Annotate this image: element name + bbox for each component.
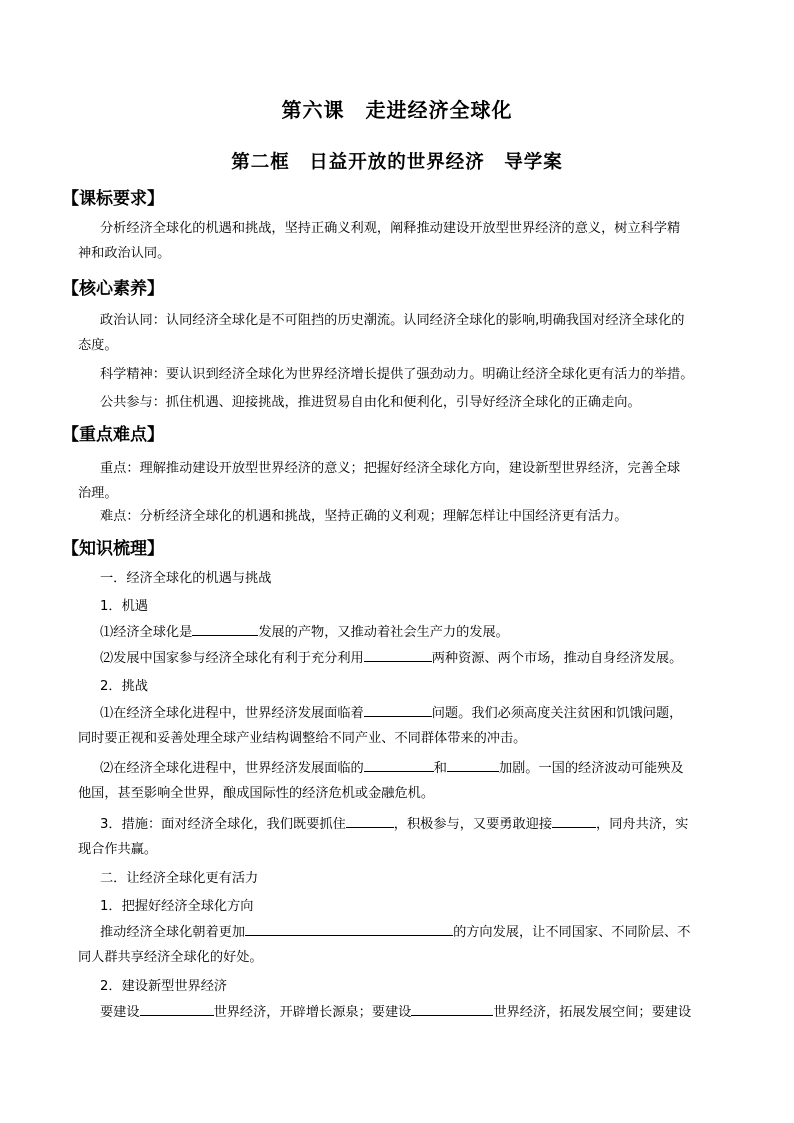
text-line: 政治认同：认同经济全球化是不可阻挡的历史潮流。认同经济全球化的影响,明确我国对经济全球化的 bbox=[100, 313, 685, 328]
text-segment: 发展的产物，又推动着社会生产力的发展。 bbox=[258, 625, 509, 640]
text-line bbox=[78, 701, 726, 726]
text-line: 他国，甚至影响全世界，酿成国际性的经济危机或金融危机。 bbox=[78, 786, 435, 801]
sub-heading-fangxiang: 1．把握好经济全球化方向 bbox=[100, 899, 254, 914]
text-line: 神和政治认同。 bbox=[78, 246, 171, 261]
sub-heading-xinxing: 2．建设新型世界经济 bbox=[100, 979, 228, 994]
lesson-subtitle: 第二框 日益开放的世界经济 导学案 bbox=[231, 152, 563, 173]
item-xinxing bbox=[100, 1000, 746, 1025]
text-line bbox=[78, 756, 726, 781]
paragraph-nandian: 难点：分析经济全球化的机遇和挑战，坚持正确的义利观；理解怎样让中国经济更有活力。 bbox=[100, 509, 628, 524]
text-segment: 世界经济，拓展发展空间；要建设 bbox=[493, 1005, 692, 1020]
item-fangxiang bbox=[78, 920, 726, 970]
item-jiyu-1 bbox=[100, 620, 746, 645]
paragraph-suyang-1 bbox=[78, 308, 726, 358]
text-line: 同人群共享经济全球化的好处。 bbox=[78, 950, 263, 965]
fill-blank[interactable] bbox=[192, 621, 258, 636]
fill-blank[interactable] bbox=[346, 813, 394, 828]
text-segment: 要建设 bbox=[100, 1005, 140, 1020]
text-line: 现合作共赢。 bbox=[78, 842, 158, 857]
lesson-title: 第六课 走进经济全球化 bbox=[281, 98, 513, 122]
section-heading-zhishi: 【知识梳理】 bbox=[62, 539, 164, 559]
sub-heading-tiaozhan: 2．挑战 bbox=[100, 679, 148, 694]
text-segment: ⑵在经济全球化进程中，世界经济发展面临的 bbox=[100, 761, 364, 776]
text-segment: 的方向发展，让不同国家、不同阶层、不 bbox=[453, 925, 691, 940]
paragraph-zhongdian-1 bbox=[78, 456, 726, 506]
section-heading-zhongdian: 【重点难点】 bbox=[62, 425, 164, 445]
section-heading-suyang: 【核心素养】 bbox=[62, 279, 164, 299]
fill-blank[interactable] bbox=[552, 813, 596, 828]
text-line: 同时要正视和妥善处理全球产业结构调整给不同产业、不同群体带来的冲击。 bbox=[78, 731, 527, 746]
sub-heading-jiyu: 1．机遇 bbox=[100, 599, 148, 614]
text-segment: 和 bbox=[433, 761, 447, 776]
item-cuoshi bbox=[78, 812, 726, 862]
text-segment: 世界经济，开辟增长源泉；要建设 bbox=[213, 1005, 412, 1020]
fill-blank[interactable] bbox=[447, 757, 499, 772]
fill-blank[interactable] bbox=[364, 647, 432, 662]
text-line: 分析经济全球化的机遇和挑战，坚持正确义利观，阐释推动建设开放型世界经济的意义，树立科学精 bbox=[100, 221, 681, 236]
text-segment: 3．措施：面对经济全球化，我们既要抓住 bbox=[100, 817, 346, 832]
fill-blank[interactable] bbox=[245, 921, 453, 936]
text-segment: 两种资源、两个市场，推动自身经济发展。 bbox=[431, 651, 683, 666]
paragraph-suyang-3: 公共参与：抓住机遇、迎接挑战，推进贸易自由化和便利化，引导好经济全球化的正确走向。 bbox=[100, 395, 641, 410]
text-segment: 推动经济全球化朝着更加 bbox=[100, 925, 246, 940]
part-heading-2: 二．让经济全球化更有活力 bbox=[100, 871, 259, 886]
text-segment: ⑵发展中国家参与经济全球化有利于充分利用 bbox=[100, 651, 364, 666]
text-segment: ⑴在经济全球化进程中，世界经济发展面临着 bbox=[100, 706, 364, 721]
fill-blank[interactable] bbox=[364, 702, 432, 717]
item-jiyu-2 bbox=[100, 646, 746, 671]
text-line: 治理。 bbox=[78, 486, 118, 501]
item-tiaozhan-2 bbox=[78, 756, 726, 806]
text-line bbox=[78, 920, 726, 945]
text-segment: ，同舟共济，实 bbox=[596, 817, 689, 832]
text-segment: ⑴经济全球化是 bbox=[100, 625, 193, 640]
text-segment: 加剧。一国的经济波动可能殃及 bbox=[498, 761, 684, 776]
text-line: 态度。 bbox=[78, 338, 118, 353]
section-heading-kebiao: 【课标要求】 bbox=[62, 189, 164, 209]
fill-blank[interactable] bbox=[411, 1001, 493, 1016]
text-segment: 问题。我们必须高度关注贫困和饥饿问题， bbox=[431, 706, 683, 721]
paragraph-suyang-2: 科学精神：要认识到经济全球化为世界经济增长提供了强劲动力。明确让经济全球化更有活力的举措。 bbox=[100, 367, 694, 382]
text-line bbox=[78, 812, 726, 837]
item-tiaozhan-1 bbox=[78, 701, 726, 751]
paragraph-kebiao bbox=[78, 216, 726, 266]
fill-blank[interactable] bbox=[364, 757, 434, 772]
part-heading-1: 一．经济全球化的机遇与挑战 bbox=[100, 571, 272, 586]
text-line: 重点：理解推动建设开放型世界经济的意义；把握好经济全球化方向，建设新型世界经济，完善全球 bbox=[100, 461, 681, 476]
fill-blank[interactable] bbox=[140, 1001, 214, 1016]
text-segment: ，积极参与，又要勇敢迎接 bbox=[393, 817, 553, 832]
